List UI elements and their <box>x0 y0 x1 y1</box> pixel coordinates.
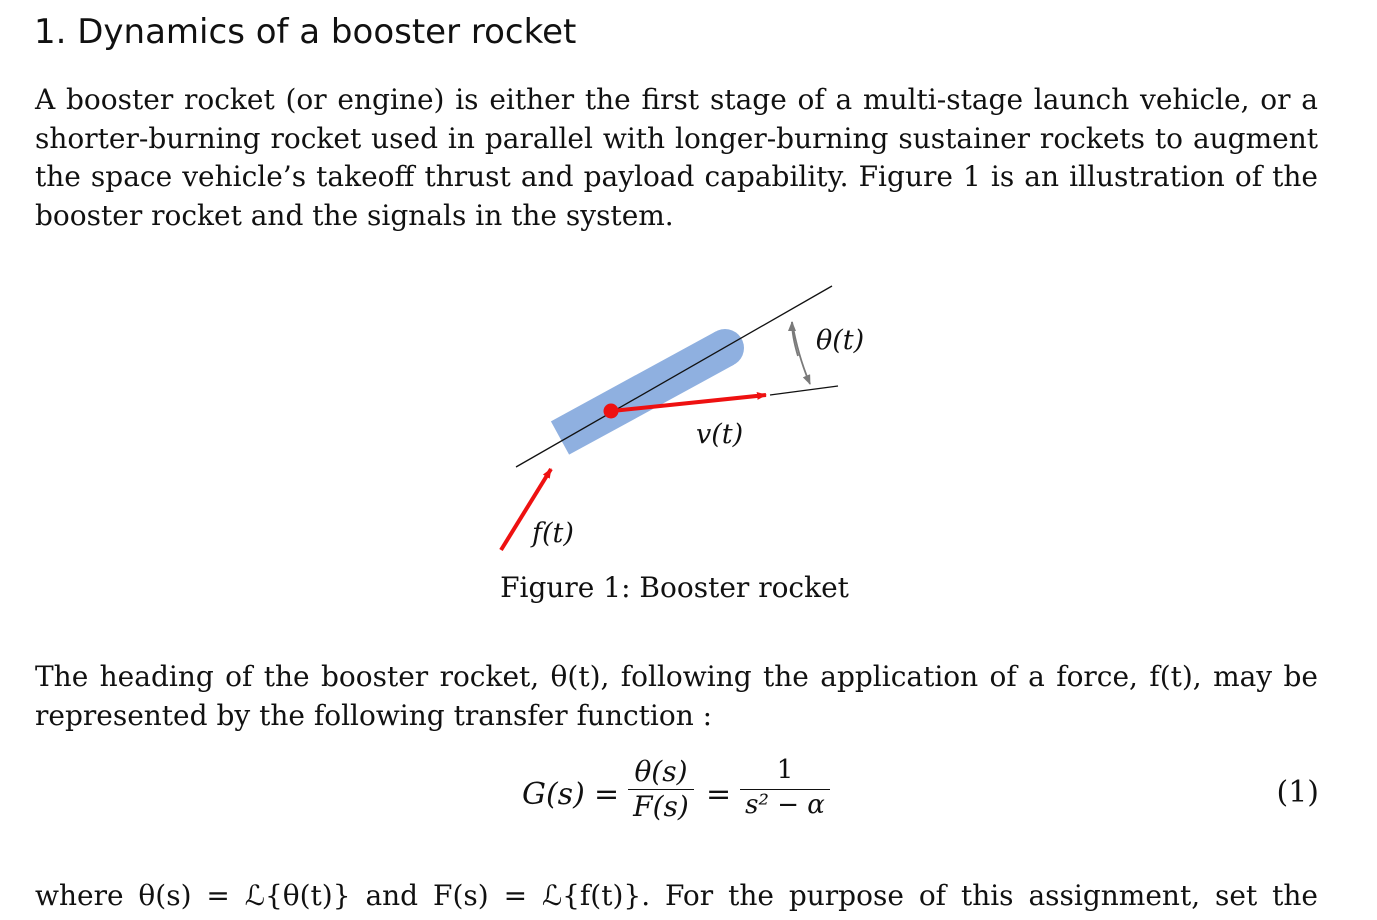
description-paragraph: The heading of the booster rocket, θ(t), following the application of a force, f(t), may be represented by the following transfer function : <box>35 660 1318 732</box>
theta-label: θ(t) <box>816 325 865 356</box>
fraction-theta-over-f <box>628 755 694 823</box>
fraction-one-over-s2 <box>740 755 830 820</box>
rocket-axis-line <box>516 286 832 467</box>
reference-line <box>770 386 838 395</box>
equation-number: (1) <box>1276 775 1319 810</box>
figure-caption-row <box>0 571 1377 604</box>
fraction-2-denominator: s² − α <box>745 790 825 820</box>
center-of-mass-dot <box>604 404 619 419</box>
intro-paragraph: A booster rocket (or engine) is either the first stage of a multi-stage launch vehicle, or a shorter-burning rocket used in parallel with longer-burning sustainer rockets to augment the space vehicle’s takeoff thrust and payload capability. Figure 1 is an illustration of the booster rocket and the signals in the system. <box>35 83 1318 232</box>
fraction-1-denominator: F(s) <box>633 790 689 823</box>
footer-paragraph: where θ(s) = ℒ{θ(t)} and F(s) = ℒ{f(t)}. For the purpose of this assignment, set the <box>35 879 1318 912</box>
equation-equals-1: = <box>594 777 620 812</box>
force-label: f(t) <box>532 518 574 549</box>
velocity-label: v(t) <box>696 419 744 450</box>
transfer-function-equation <box>0 755 1377 835</box>
section-heading: 1. Dynamics of a booster rocket <box>34 12 577 52</box>
fraction-2-numerator: 1 <box>776 755 794 785</box>
figure-caption: Figure 1: Booster rocket <box>500 571 849 604</box>
fraction-1-numerator: θ(s) <box>634 755 688 788</box>
rocket-diagram <box>480 270 900 570</box>
rocket-figure <box>480 270 900 570</box>
equation-equals-2: = <box>706 777 732 812</box>
equation-lhs: G(s) <box>522 777 585 812</box>
theta-angle-arc <box>792 322 810 384</box>
